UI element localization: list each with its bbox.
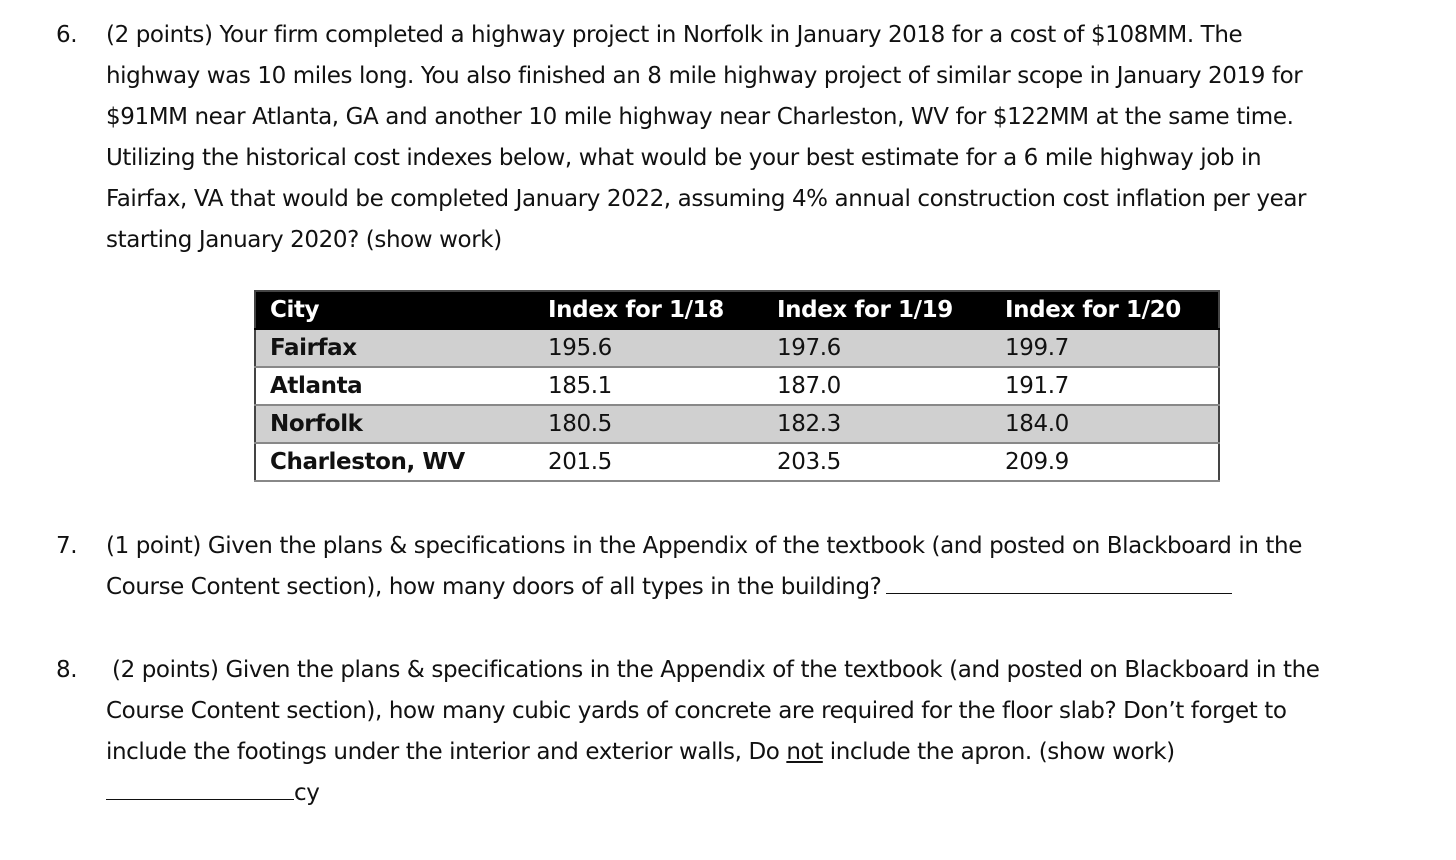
index-cell: 191.7 [991, 367, 1219, 405]
question-line-text: include the apron. (show work) [822, 739, 1175, 765]
column-header-city: City [255, 291, 534, 329]
question-line [106, 732, 1406, 773]
question-line: (2 points) Given the plans & specifications in the Appendix of the textbook (and posted on Blackboard in the [112, 657, 1320, 683]
question-text [106, 526, 1406, 608]
city-cell: Fairfax [255, 329, 534, 367]
question-number: 8. [56, 657, 78, 683]
table-row [255, 405, 1219, 443]
index-cell: 195.6 [534, 329, 763, 367]
question-line: (1 point) Given the plans & specifications in the Appendix of the textbook (and posted on Blackboard in the [106, 533, 1302, 559]
question-text [106, 15, 1406, 261]
city-cell: Norfolk [255, 405, 534, 443]
city-cell: Atlanta [255, 367, 534, 405]
question-line: highway was 10 miles long. You also finished an 8 mile highway project of similar scope in January 2019 for [106, 63, 1303, 89]
question-number: 7. [56, 533, 78, 559]
index-cell: 185.1 [534, 367, 763, 405]
index-cell: 184.0 [991, 405, 1219, 443]
table-row [255, 329, 1219, 367]
index-cell: 201.5 [534, 443, 763, 481]
emphasis-not: not [786, 739, 823, 765]
column-header-index-1-18: Index for 1/18 [534, 291, 763, 329]
index-cell: 209.9 [991, 443, 1219, 481]
question-line: (2 points) Your firm completed a highway project in Norfolk in January 2018 for a cost of $108MM. The [106, 22, 1243, 48]
unit-label: cy [294, 780, 320, 806]
city-cell: Charleston, WV [255, 443, 534, 481]
question-text [106, 650, 1406, 814]
question-line: Utilizing the historical cost indexes below, what would be your best estimate for a 6 mile highway job in [106, 145, 1262, 171]
question-line: Course Content section), how many cubic yards of concrete are required for the floor slab? Don’t forget to [106, 698, 1287, 724]
question-line-text: include the footings under the interior and exterior walls, Do [106, 739, 787, 765]
question-line: Fairfax, VA that would be completed January 2022, assuming 4% annual construction cost inflation per year [106, 186, 1307, 212]
question-line [106, 567, 1406, 608]
index-cell: 199.7 [991, 329, 1219, 367]
table-header-row [255, 291, 1219, 329]
table-row [255, 443, 1219, 481]
question-number: 6. [56, 22, 78, 48]
index-cell: 197.6 [763, 329, 991, 367]
question-line: starting January 2020? (show work) [106, 227, 502, 253]
question-line: $91MM near Atlanta, GA and another 10 mile highway near Charleston, WV for $122MM at the same time. [106, 104, 1294, 130]
answer-blank[interactable] [886, 567, 1232, 594]
index-cell: 182.3 [763, 405, 991, 443]
index-cell: 180.5 [534, 405, 763, 443]
answer-blank[interactable] [106, 773, 294, 800]
column-header-index-1-19: Index for 1/19 [763, 291, 991, 329]
column-header-index-1-20: Index for 1/20 [991, 291, 1219, 329]
cost-index-table [254, 290, 1220, 482]
question-line-text: Course Content section), how many doors of all types in the building? [106, 574, 882, 600]
answer-line [106, 773, 1406, 814]
index-cell: 203.5 [763, 443, 991, 481]
table-row [255, 367, 1219, 405]
index-cell: 187.0 [763, 367, 991, 405]
